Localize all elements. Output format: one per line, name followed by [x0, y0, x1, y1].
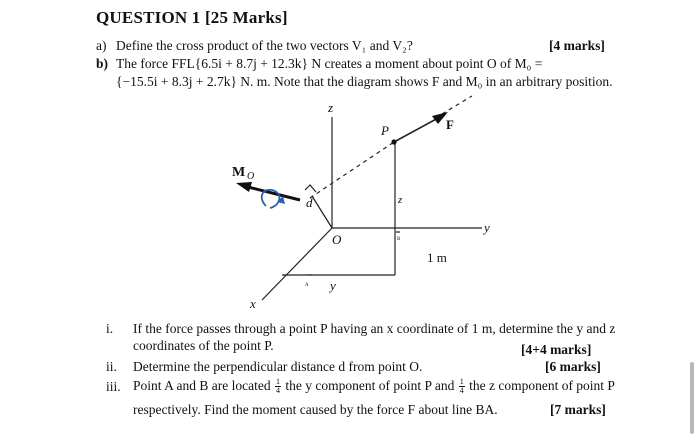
subq-3-part1: Point A and B are located [133, 378, 271, 393]
label-p: P [381, 123, 389, 138]
fraction-quarter-2 [459, 378, 465, 395]
force-line [394, 117, 440, 142]
label-y-axis: y [484, 220, 490, 235]
label-1m: 1 m [427, 250, 447, 265]
fraction-2-den: 4 [459, 386, 464, 396]
label-mo: M [232, 165, 246, 180]
label-f: F [446, 117, 454, 132]
subq-3-line2: respectively. Find the moment caused by the force F about line BA. [133, 402, 498, 417]
subq-1-marks: [4+4 marks] [521, 342, 592, 357]
label-a: A [305, 283, 309, 288]
moment-arrowhead [236, 182, 252, 192]
subq-3-marks: [7 marks] [550, 402, 606, 417]
label-o: O [332, 232, 342, 247]
subq-3-part3: the z component of point P [469, 378, 615, 393]
subq-3-line1 [133, 378, 615, 395]
moment-shaft [244, 186, 300, 200]
subq-2-marks: [6 marks] [545, 359, 601, 374]
question-title: QUESTION 1 [25 Marks] [96, 8, 288, 27]
scrollbar-thumb[interactable] [690, 362, 694, 434]
label-z-mid: z [398, 194, 403, 206]
label-d: d [306, 195, 313, 210]
subq-3-part2: the y component of point P and [285, 378, 455, 393]
fraction-quarter-1 [275, 378, 281, 395]
label-b: B [397, 237, 401, 242]
subq-3-number: iii. [106, 379, 121, 394]
part-b-line1: The force FFL{6.5i + 8.7j + 12.3k} N creates a moment about point O of M₀ = [116, 56, 543, 71]
subq-1-line1: If the force passes through a point P having an x coordinate of 1 m, determine the y and z [133, 321, 616, 336]
fraction-1-num: 1 [275, 377, 280, 387]
subq-2-number: ii. [106, 359, 117, 374]
subq-2-line1: Determine the perpendicular distance d from point O. [133, 359, 423, 374]
part-a-text: Define the cross product of the two vectors V₁ and V₂? [116, 38, 413, 53]
x-axis-line [262, 228, 332, 300]
part-b-label: b) [96, 56, 109, 71]
part-a-marks: [4 marks] [549, 38, 605, 53]
label-x: x [250, 296, 256, 311]
subq-1-number: i. [106, 321, 114, 336]
point-p-dot [391, 139, 396, 144]
distance-d-line [312, 196, 332, 228]
part-a-label: a) [96, 38, 107, 53]
label-z-top: z [328, 100, 334, 115]
fraction-2-num: 1 [459, 377, 464, 387]
label-y-bottom: y [330, 278, 336, 293]
action-line-dashed [310, 142, 394, 198]
part-b-line2: {−15.5i + 8.3j + 2.7k} N. m. Note that the diagram shows F and M₀ in an arbitrary position. [116, 74, 613, 89]
subq-1-line2: coordinates of the point P. [133, 338, 274, 353]
action-line-extension [442, 96, 472, 114]
fraction-1-den: 4 [275, 386, 280, 396]
right-angle-mark [305, 185, 316, 192]
label-mo-sub: O [247, 171, 255, 182]
